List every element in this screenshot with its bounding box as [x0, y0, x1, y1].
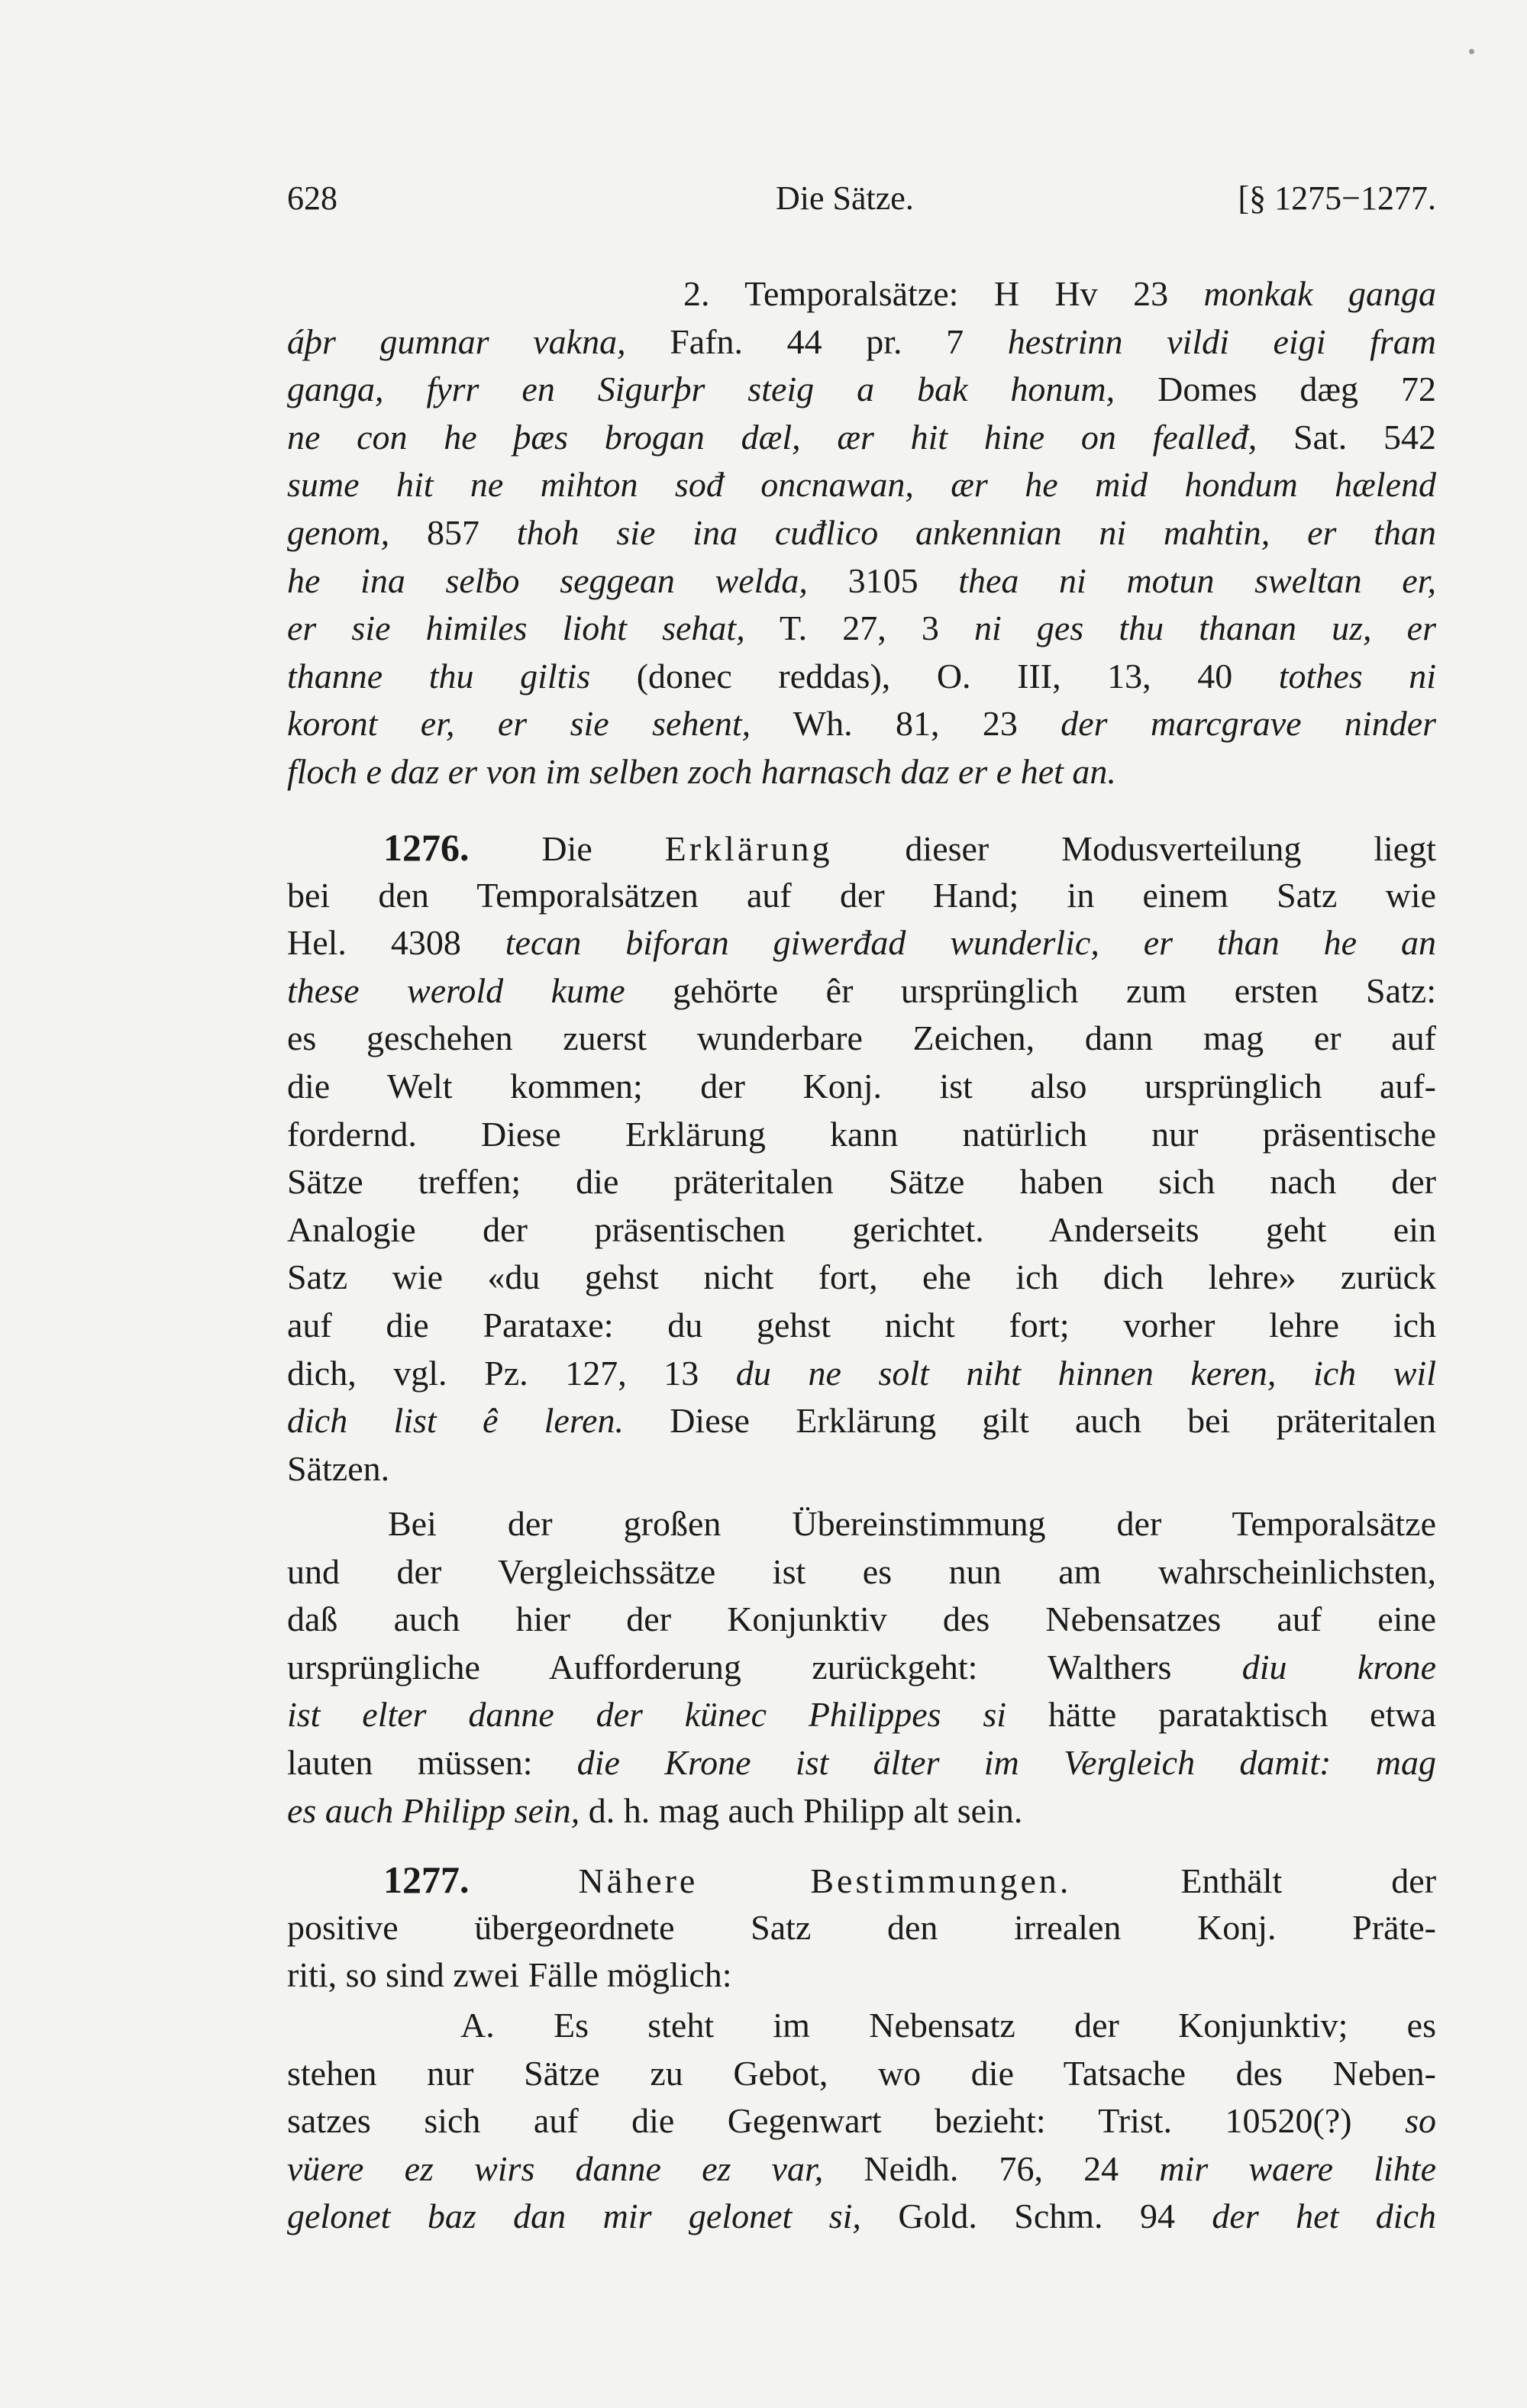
italic-quotation: floch e daz er von im selben zoch harnasch daz er e het an.	[287, 751, 1116, 791]
italic-quotation: vüere ez wirs danne ez var,	[287, 2148, 824, 2188]
paragraph-temporalsaetze	[287, 270, 1436, 796]
paragraph-1277	[287, 1856, 1436, 2000]
text-run: Die	[469, 829, 665, 868]
text-run: bei den Temporalsätzen auf der Hand; in einem Satz wie	[287, 875, 1436, 915]
section-number: 1277.	[383, 1858, 470, 1901]
text-line	[287, 1063, 1436, 1111]
text-line	[287, 1350, 1436, 1398]
text-line	[287, 1015, 1436, 1063]
text-run: Sat. 542	[1257, 417, 1436, 457]
text-run: und der Vergleichssätze ist es nun am wahrscheinlichsten,	[287, 1551, 1436, 1591]
text-run: d. h. mag auch Philipp alt sein.	[579, 1790, 1023, 1830]
text-line	[287, 2050, 1436, 2098]
text-line	[287, 653, 1436, 701]
italic-quotation: tecan biforan giwerđad wunderlic, er than he an	[505, 923, 1436, 963]
text-line	[287, 557, 1436, 605]
text-line	[287, 700, 1436, 748]
text-run: lauten müssen:	[287, 1742, 577, 1782]
paper-speck	[1469, 49, 1474, 54]
text-run: fordernd. Diese Erklärung kann natürlich nur präsentische	[287, 1114, 1436, 1154]
text-line	[287, 1691, 1436, 1739]
italic-quotation: du ne solt niht hinnen keren, ich wil	[735, 1353, 1436, 1393]
text-line	[287, 1548, 1436, 1596]
text-run: Gold. Schm. 94	[860, 2197, 1212, 2236]
text-line	[287, 1856, 1436, 1904]
text-line	[287, 1397, 1436, 1445]
running-header	[287, 174, 1436, 223]
text-run: A. Es steht im Nebensatz der Konjunktiv; es	[460, 2006, 1436, 2045]
italic-quotation: koront er, er sie sehent,	[287, 704, 751, 744]
italic-quotation: die Krone ist älter im Vergleich damit: mag	[576, 1742, 1436, 1782]
text-line	[287, 1445, 1436, 1493]
text-run: Satz wie «du gehst nicht fort, ehe ich dich lehre» zurück	[287, 1257, 1436, 1297]
text-line	[287, 509, 1436, 557]
text-line	[287, 872, 1436, 920]
text-line	[287, 1596, 1436, 1644]
italic-quotation: der het dich	[1212, 2197, 1436, 2236]
italic-quotation: ni ges thu thanan uz, er	[974, 608, 1436, 648]
text-run: daß auch hier der Konjunktiv des Nebensatzes auf eine	[287, 1599, 1436, 1639]
text-line	[287, 824, 1436, 872]
text-line	[287, 748, 1436, 796]
paragraph-bei-der	[287, 1500, 1436, 1835]
section-number: 1276.	[383, 826, 470, 869]
italic-quotation: dich list ê leren.	[287, 1401, 624, 1441]
page-number: 628	[287, 179, 337, 217]
italic-quotation: es auch Philipp sein,	[287, 1790, 580, 1830]
text-line	[287, 2002, 1436, 2050]
text-line	[287, 967, 1436, 1015]
text-run: 3105	[807, 560, 959, 600]
text-run: 2. Temporalsätze: H Hv 23	[683, 274, 1204, 313]
text-run: gehörte êr ursprünglich zum ersten Satz:	[625, 970, 1436, 1010]
text-run: Domes dæg 72	[1115, 370, 1436, 409]
text-line	[287, 1254, 1436, 1302]
text-line	[287, 270, 1436, 318]
text-line	[287, 366, 1436, 414]
text-line	[287, 1644, 1436, 1692]
section-range: [§ 1275−1277.	[1238, 179, 1436, 217]
italic-quotation: mir waere lihte	[1159, 2148, 1436, 2188]
text-run: 857	[389, 512, 517, 552]
text-line	[287, 2097, 1436, 2145]
text-run: Analogie der präsentischen gerichtet. Anderseits geht ein	[287, 1209, 1436, 1249]
paragraph-1276	[287, 824, 1436, 1493]
text-run: ursprüngliche Aufforderung zurückgeht: Walthers	[287, 1647, 1242, 1687]
text-run: es geschehen zuerst wunderbare Zeichen, dann mag er auf	[287, 1018, 1436, 1058]
italic-quotation: genom,	[287, 512, 390, 552]
italic-quotation: tothes ni	[1278, 656, 1436, 696]
text-line	[287, 919, 1436, 967]
italic-quotation: er sie himiles lioht sehat,	[287, 608, 745, 648]
text-run: Enthält der	[1071, 1861, 1436, 1900]
italic-quotation: diu krone	[1241, 1647, 1436, 1687]
text-run: hätte parataktisch etwa	[1006, 1695, 1436, 1735]
italic-quotation: thanne thu giltis	[287, 656, 591, 696]
italic-quotation: thea ni motun sweltan er,	[958, 560, 1436, 600]
italic-quotation: he ina selƀo seggean welda,	[287, 560, 808, 600]
text-run: Diese Erklärung gilt auch bei präteritalen	[623, 1401, 1436, 1441]
text-run: positive übergeordnete Satz den irrealen Konj. Präte-	[287, 1907, 1436, 1947]
text-run: T. 27, 3	[744, 608, 975, 648]
text-line	[287, 1158, 1436, 1206]
text-run: dich, vgl. Pz. 127, 13	[287, 1353, 736, 1393]
text-line	[287, 2193, 1436, 2241]
italic-quotation: monkak ganga	[1203, 274, 1436, 313]
text-line	[287, 1787, 1436, 1835]
italic-quotation: der marcgrave ninder	[1061, 704, 1436, 744]
italic-quotation: so	[1405, 2101, 1436, 2141]
text-line	[287, 318, 1436, 366]
italic-quotation: gelonet baz dan mir gelonet si,	[287, 2197, 861, 2236]
text-run: satzes sich auf die Gegenwart bezieht: Trist. 10520(?)	[287, 2101, 1406, 2141]
italic-quotation: áþr gumnar vakna,	[287, 321, 626, 361]
text-run: stehen nur Sätze zu Gebot, wo die Tatsache des Neben-	[287, 2053, 1436, 2093]
running-title: Die Sätze.	[776, 179, 914, 217]
text-run: auf die Parataxe: du gehst nicht fort; vorher lehre ich	[287, 1305, 1436, 1344]
text-line	[287, 1111, 1436, 1159]
text-run: Hel. 4308	[287, 923, 505, 963]
text-line	[287, 605, 1436, 653]
text-run: (donec reddas), O. III, 13, 40	[590, 656, 1279, 696]
italic-quotation: hestrinn vildi eigi fram	[1007, 321, 1436, 361]
text-run: dieser Modusverteilung liegt	[832, 829, 1436, 868]
text-run: riti, so sind zwei Fälle möglich:	[287, 1955, 732, 1995]
text-run: Fafn. 44 pr. 7	[625, 321, 1008, 361]
text-run: Sätze treffen; die präteritalen Sätze haben sich nach der	[287, 1162, 1436, 1202]
italic-quotation: ganga, fyrr en Sigurþr steig a bak honum,	[287, 370, 1115, 409]
text-run	[470, 1861, 579, 1900]
italic-quotation: sume hit ne mihton sođ oncnawan, ær he mid hondum hælend	[287, 465, 1436, 505]
text-run: Sätzen.	[287, 1448, 390, 1488]
text-run: Neidh. 76, 24	[823, 2148, 1160, 2188]
italic-quotation: ne con he þæs brogan dæl, ær hit hine on fealleđ,	[287, 417, 1257, 457]
text-run: Bei der großen Übereinstimmung der Temporalsätze	[388, 1504, 1436, 1543]
text-line	[287, 1302, 1436, 1350]
italic-quotation: ist elter danne der künec Philippes si	[287, 1695, 1007, 1735]
text-line	[287, 1951, 1436, 2000]
paragraph-case-a	[287, 2002, 1436, 2241]
text-line	[287, 461, 1436, 509]
text-line	[287, 414, 1436, 462]
text-run: Wh. 81, 23	[751, 704, 1061, 744]
text-run: die Welt kommen; der Konj. ist also ursprünglich auf-	[287, 1066, 1436, 1106]
text-line	[287, 1206, 1436, 1254]
italic-quotation: these werold kume	[287, 970, 625, 1010]
text-line	[287, 1904, 1436, 1952]
spaced-heading: Erklärung	[664, 829, 833, 868]
text-line	[287, 1500, 1436, 1548]
text-line	[287, 1739, 1436, 1787]
spaced-heading: Nähere Bestimmungen.	[578, 1861, 1072, 1900]
italic-quotation: thoh sie ina cuđlico ankennian ni mahtin, er than	[516, 512, 1436, 552]
text-line	[287, 2145, 1436, 2193]
